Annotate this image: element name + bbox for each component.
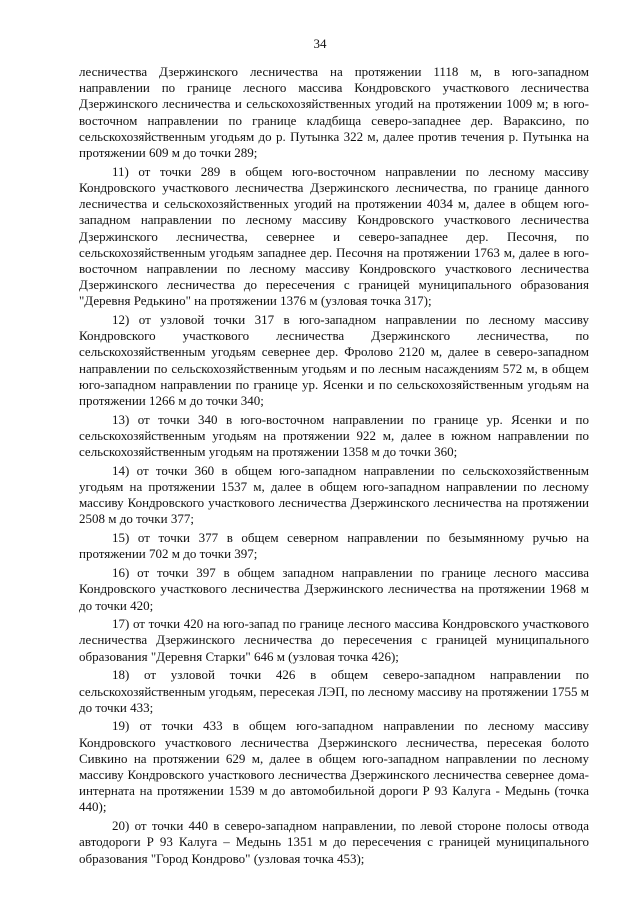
paragraph-item-12: 12) от узловой точки 317 в юго-западном направлении по лесному массиву Кондровского участкового лесничества Дзержинского лесничества, по сельскохозяйственным угодьям севернее дер. Фролово 2120 м, далее в северо-западном направлении по сельскохозяйственным угодьям и по лесным насаждениям 572 м, в общем юго-западном направлении по границе ур. Ясенки и по сельскохозяйственным угодьям на протяжении 1266 м до точки 340; [79,312,589,409]
paragraph-item-14: 14) от точки 360 в общем юго-западном направлении по сельскохозяйственным угодьям на протяжении 1537 м, далее в общем юго-западном направлении по лесному массиву Кондровского участкового лесничества Дзержинского лесничества на протяжении 2508 м до точки 377; [79,462,589,527]
paragraph-item-19: 19) от точки 433 в общем юго-западном направлении по лесному массиву Кондровского участкового лесничества Дзержинского лесничества, пересекая болото Сивкино на протяжении 629 м, далее в общем юго-западном направлении по лесному массиву Кондровского участкового лесничества Дзержинского лесничества севернее дома-интерната на протяжении 1539 м до автомобильной дороги Р 93 Калуга - Медынь (точка 440); [79,718,589,815]
paragraph-continuation: лесничества Дзержинского лесничества на протяжении 1118 м, в юго-западном направлении по границе лесного массива Кондровского участкового лесничества Дзержинского лесничества и сельскохозяйственных угодий на протяжении 1009 м; в юго-восточном направлении по границе кладбища северо-западнее дер. Вараксино, по сельскохозяйственным угодьям до р. Путынка 322 м, далее против течения р. Путынка на протяжении 609 м до точки 289; [79,64,589,161]
document-body [79,64,589,869]
paragraph-item-15: 15) от точки 377 в общем северном направлении по безымянному ручью на протяжении 702 м до точки 397; [79,530,589,562]
paragraph-item-13: 13) от точки 340 в юго-восточном направлении по границе ур. Ясенки и по сельскохозяйственным угодьям на протяжении 922 м, далее в южном направлении по сельскохозяйственным угодьям на протяжении 1358 м до точки 360; [79,411,589,460]
paragraph-item-17: 17) от точки 420 на юго-запад по границе лесного массива Кондровского участкового лесничества Дзержинского лесничества до пересечения с границей муниципального образования "Деревня Старки" 646 м (узловая точка 426); [79,616,589,664]
paragraph-item-18: 18) от узловой точки 426 в общем северо-западном направлении по сельскохозяйственным угодьям, пересекая ЛЭП, по лесному массиву на протяжении 1755 м до точки 433; [79,667,589,715]
page-number: 34 [313,36,327,51]
paragraph-item-11: 11) от точки 289 в общем юго-восточном направлении по лесному массиву Кондровского участкового лесничества Дзержинского лесничества, по границе данного лесничества и сельскохозяйственных угодий на протяжении 4034 м, далее в общем юго-западном направлении по лесному массиву Кондровского участкового лесничества Дзержинского лесничества, севернее и северо-западнее дер. Песочня, по сельскохозяйственным угодьям западнее дер. Песочня на протяжении 1763 м, далее в юго-восточном направлении по лесному массиву Кондровского участкового лесничества Дзержинского лесничества до пересечения с границей муниципального образования "Деревня Редькино" на протяжении 1376 м (узловая точка 317); [79,163,589,309]
paragraph-item-16: 16) от точки 397 в общем западном направлении по границе лесного массива Кондровского участкового лесничества Дзержинского лесничества на протяжении 1968 м до точки 420; [79,565,589,613]
paragraph-item-20: 20) от точки 440 в северо-западном направлении, по левой стороне полосы отвода автодороги Р 93 Калуга – Медынь 1351 м до пересечения с границей муниципального образования "Город Кондрово" (узловая точка 453); [79,818,589,866]
